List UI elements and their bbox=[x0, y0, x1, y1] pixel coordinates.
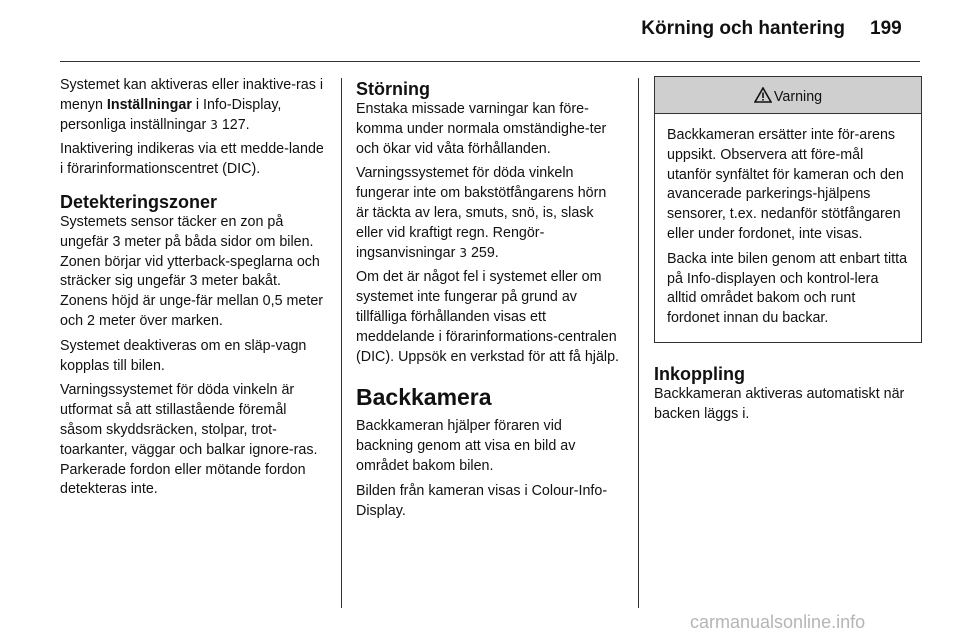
heading-detection-zones: Detekteringszoner bbox=[60, 191, 218, 212]
page-ref-arrow-icon: 3 bbox=[459, 245, 467, 260]
page-number: 199 bbox=[870, 18, 902, 39]
paragraph-missed-warnings: Enstaka missade varningar kan före-komma under normala omständighe-ter och ökar vid våta förhållanden. bbox=[356, 101, 607, 157]
column-divider-1 bbox=[341, 78, 342, 608]
header-title: Körning och hantering bbox=[641, 18, 845, 39]
heading-engagement: Inkoppling bbox=[654, 363, 745, 384]
warning-triangle-icon bbox=[754, 87, 772, 103]
page-ref-link[interactable]: 127. bbox=[217, 116, 250, 133]
warning-title: Varning bbox=[773, 89, 823, 105]
text: Systemet kan aktiveras eller inaktive-ras i menyn bbox=[60, 77, 323, 113]
paragraph-blocked-sensors bbox=[356, 164, 622, 263]
warning-paragraph-1: Backkameran ersätter inte för-arens uppsikt. Observera att före-mål utanför synfältet för kameran och den avancerade parkerings-hjälpens sensorer, t.ex. nedanför stötfångaren eller under fordonet, inte visas. bbox=[667, 127, 904, 242]
paragraph-system-fault: Om det är något fel i systemet eller om systemet inte fungerar på grund av tillfälliga förhållanden visas ett meddelande i förarinformations-centralen (DIC). Uppsök en verkstad för att få hjälp. bbox=[356, 269, 620, 365]
page-ref-link[interactable]: 259. bbox=[466, 244, 499, 261]
paragraph-stationary: Varningssystemet för döda vinkeln är utformat så att stillastående föremål såsom skyddsräcken, stolpar, trot-toarkanter, väggar och balkar ignore-ras. Parkerade fordon eller mötande fordon detekteras inte. bbox=[60, 382, 318, 498]
paragraph-activation bbox=[60, 76, 328, 135]
paragraph-camera-intro: Backkameran hjälper föraren vid backning genom att visa en bild av området bakom bilen. bbox=[356, 418, 576, 474]
paragraph-deactivation: Inaktivering indikeras via ett medde-lande i förarinformationscentret (DIC). bbox=[60, 141, 324, 178]
watermark: carmanualsonline.info bbox=[690, 612, 866, 632]
paragraph-engagement: Backkameran aktiveras automatiskt när backen läggs i. bbox=[654, 385, 905, 422]
menu-name: Inställningar bbox=[106, 96, 192, 113]
text: i Info-Display, personliga inställningar bbox=[60, 96, 282, 133]
text: Varningssystemet för döda vinkeln fungerar inte om bakstötfångarens hörn är täckta av lera, smuts, snö, is, slask eller vid kraftigt regn. Rengör-ingsanvisningar bbox=[356, 165, 607, 261]
warning-paragraph-2: Backa inte bilen genom att enbart titta på Info-displayen och kontrol-lera alltid området bakom och runt fordonet innan du backar. bbox=[667, 250, 908, 327]
page-ref-arrow-icon: 3 bbox=[210, 117, 218, 132]
column-divider-2 bbox=[638, 78, 639, 608]
paragraph-trailer: Systemet deaktiveras om en släp-vagn kopplas till bilen. bbox=[60, 337, 307, 374]
warning-header bbox=[655, 77, 921, 114]
heading-rear-camera: Backkamera bbox=[356, 384, 492, 411]
warning-body bbox=[655, 114, 921, 342]
column-2 bbox=[356, 78, 622, 526]
paragraph-camera-display: Bilden från kameran visas i Colour-Info-Display. bbox=[356, 482, 608, 519]
paragraph-zone: Systemets sensor täcker en zon på ungefär 3 meter på båda sidor om bilen. Zonen börjar vid ytterback-speglarna och sträcker sig ungefär 3 meter bakåt. Zonens höjd är unge-fär mellan 0,5 meter och 2 meter över marken. bbox=[60, 213, 324, 329]
warning-box bbox=[654, 76, 922, 343]
column-3 bbox=[654, 76, 922, 430]
column-1 bbox=[60, 76, 328, 505]
heading-fault: Störning bbox=[356, 79, 430, 99]
header-rule bbox=[60, 61, 920, 62]
